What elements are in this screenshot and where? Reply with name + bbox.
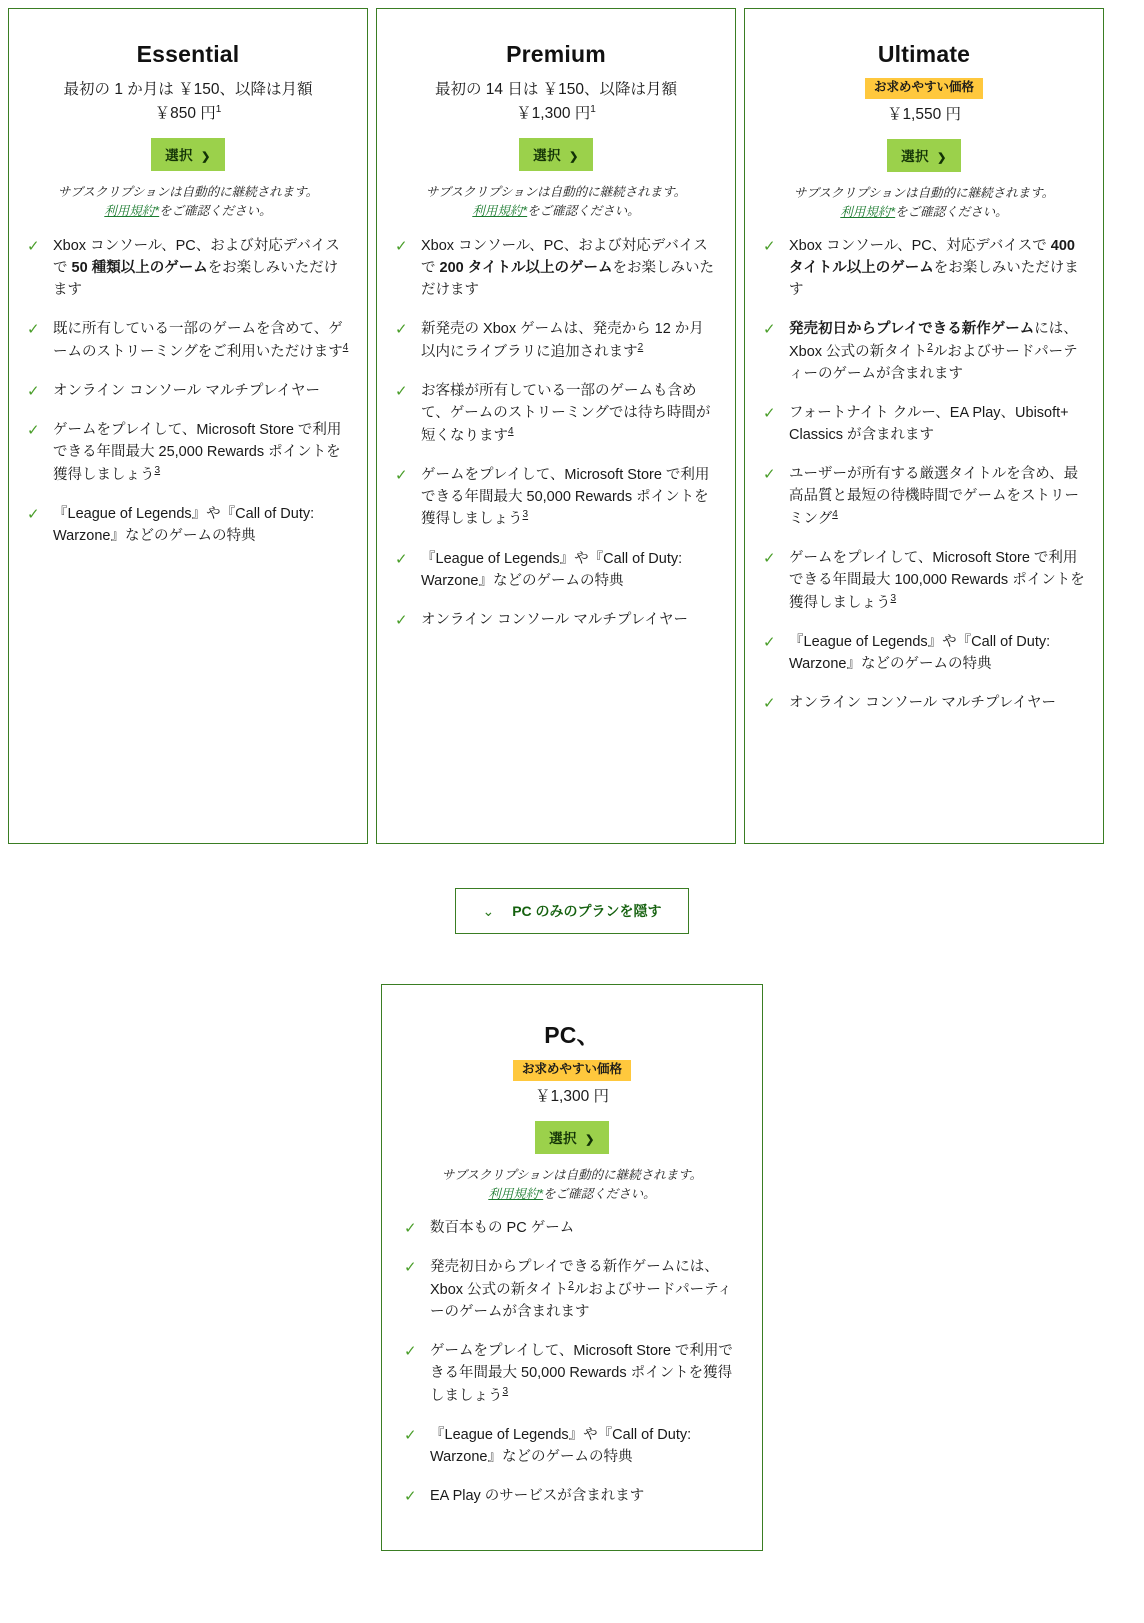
feature-list-essential — [27, 235, 349, 547]
autorenew-notice — [27, 183, 349, 221]
feature-text: 『League of Legends』や『Call of Duty: Warzone』などのゲームの特典 — [789, 634, 1051, 673]
terms-link[interactable]: 利用規約* — [472, 203, 528, 218]
toggle-row — [0, 888, 1144, 934]
check-icon: ✓ — [763, 321, 776, 339]
feature-text: 『League of Legends』や『Call of Duty: Warzone』などのゲームの特典 — [430, 1427, 692, 1466]
feature-text: 既に所有している一部のゲームを含めて、ゲームのストリーミングをご利用いただけます$^4$ — [53, 320, 349, 360]
check-icon: ✓ — [404, 1488, 417, 1506]
feature-text: ゲームをプレイして、Microsoft Store で利用できる年間最大 25,000 Rewards ポイントを獲得しましょう$^3$ — [53, 421, 342, 483]
feature-text: 『League of Legends』や『Call of Duty: Warzone』などのゲームの特典 — [421, 550, 683, 589]
feature-text: Xbox コンソール、PC、対応デバイスで 400 タイトル以上のゲームをお楽しみいただけます — [789, 238, 1079, 299]
feature-text: ゲームをプレイして、Microsoft Store で利用できる年間最大 50,000 Rewards ポイントを獲得しましょう$^3$ — [430, 1343, 733, 1405]
terms-link[interactable]: 利用規約* — [840, 204, 896, 219]
feature-item — [27, 380, 349, 402]
select-button-essential[interactable] — [151, 138, 225, 171]
feature-text: フォートナイト クルー、EA Play、Ubisoft+ Classics が含まれます — [789, 405, 1069, 444]
plan-price-line2: ￥1,550 円 — [886, 105, 962, 123]
feature-item — [763, 547, 1085, 614]
chevron-right-icon: ❯ — [937, 151, 947, 164]
select-button-wrap — [404, 1121, 740, 1154]
badge-wrap — [404, 1060, 740, 1081]
autorenew-text-2: をご確認ください。 — [895, 204, 1008, 219]
select-button-label: 選択 — [533, 148, 562, 164]
feature-text: 発売初日からプレイできる新作ゲームには、Xbox 公式の新タイト$^2$ルおよびサードパーティーのゲームが含まれます — [430, 1259, 732, 1321]
select-button-pc[interactable] — [535, 1121, 609, 1154]
best-value-badge: お求めやすい価格 — [865, 78, 983, 99]
feature-text: 新発売の Xbox ゲームは、発売から 12 か月以内にライブラリに追加されます$^2$ — [421, 320, 704, 360]
check-icon: ✓ — [763, 405, 776, 423]
check-icon: ✓ — [27, 237, 40, 255]
feature-item — [27, 503, 349, 547]
feature-text: 発売初日からプレイできる新作ゲームには、Xbox 公式の新タイト$^2$ルおよびサードパーティーのゲームが含まれます — [789, 321, 1078, 383]
feature-text: 『League of Legends』や『Call of Duty: Warzone』などのゲームの特典 — [53, 505, 315, 544]
feature-item — [404, 1340, 740, 1407]
pc-plan-row — [0, 984, 1144, 1551]
autorenew-text: サブスクリプションは自動的に継続されます。 — [793, 185, 1055, 200]
plan-card-pc — [381, 984, 763, 1551]
plan-price — [401, 78, 711, 126]
check-icon: ✓ — [404, 1220, 417, 1238]
check-icon: ✓ — [404, 1259, 417, 1277]
best-value-badge: お求めやすい価格 — [513, 1060, 631, 1081]
feature-item — [27, 318, 349, 363]
autorenew-text-2: をご確認ください。 — [159, 203, 272, 218]
feature-text: Xbox コンソール、PC、および対応デバイスで 50 種類以上のゲームをお楽しみいただけます — [53, 237, 340, 298]
check-icon: ✓ — [404, 1427, 417, 1445]
feature-item — [404, 1217, 740, 1239]
select-button-label: 選択 — [901, 148, 930, 164]
plan-title: Ultimate — [877, 41, 971, 67]
feature-text: お客様が所有している一部のゲームも含めて、ゲームのストリーミングでは待ち時間が短くなります$^4$ — [421, 382, 711, 444]
plan-price-line2: ￥1,300 円 — [516, 105, 591, 123]
chevron-right-icon: ❯ — [585, 1133, 595, 1146]
feature-text: ユーザーが所有する厳選タイトルを含め、最高品質と最短の待機時間でゲームをストリーミング$^4$ — [789, 466, 1079, 528]
autorenew-notice — [395, 183, 717, 221]
plan-price — [410, 1085, 734, 1109]
chevron-right-icon: ❯ — [201, 151, 211, 164]
autorenew-text: サブスクリプションは自動的に継続されます。 — [57, 185, 319, 200]
plan-price-line1: 最初の 1 か月は ￥150、以降は月額 — [63, 81, 313, 98]
feature-text: Xbox コンソール、PC、および対応デバイスで 200 タイトル以上のゲームをお楽しみいただけます — [421, 237, 714, 298]
chevron-down-icon: ⌄ — [482, 902, 495, 919]
feature-text: ゲームをプレイして、Microsoft Store で利用できる年間最大 100,000 Rewards ポイントを獲得しましょう$^3$ — [789, 550, 1085, 612]
check-icon: ✓ — [27, 320, 40, 338]
feature-text: オンライン コンソール マルチプレイヤー — [789, 695, 1057, 712]
feature-item — [763, 318, 1085, 385]
feature-item — [763, 692, 1085, 714]
check-icon: ✓ — [763, 634, 776, 652]
feature-list-ultimate — [763, 235, 1085, 714]
feature-item — [27, 235, 349, 301]
feature-item — [395, 609, 717, 631]
check-icon: ✓ — [763, 695, 776, 713]
feature-text: EA Play のサービスが含まれます — [430, 1488, 645, 1505]
autorenew-text: サブスクリプションは自動的に継続されます。 — [425, 185, 687, 200]
plan-title: PC、 — [544, 1022, 600, 1048]
feature-item — [404, 1256, 740, 1323]
feature-item — [395, 548, 717, 592]
plan-price-footnote: 1 — [590, 104, 596, 116]
autorenew-text: サブスクリプションは自動的に継続されます。 — [441, 1167, 703, 1182]
autorenew-notice — [763, 184, 1085, 222]
select-button-premium[interactable] — [519, 138, 593, 171]
select-button-wrap — [27, 138, 349, 171]
feature-item — [395, 318, 717, 363]
feature-text: オンライン コンソール マルチプレイヤー — [53, 382, 321, 399]
plan-title: Premium — [506, 41, 606, 67]
feature-item — [404, 1424, 740, 1468]
select-button-wrap — [763, 139, 1085, 172]
feature-item — [763, 402, 1085, 446]
plan-price — [769, 103, 1079, 127]
check-icon: ✓ — [395, 382, 408, 400]
feature-item — [763, 631, 1085, 675]
feature-text: ゲームをプレイして、Microsoft Store で利用できる年間最大 50,000 Rewards ポイントを獲得しましょう$^3$ — [421, 466, 710, 528]
hide-pc-plans-label: PC のみのプランを隠す — [512, 903, 662, 919]
feature-item — [395, 464, 717, 531]
feature-list-premium — [395, 235, 717, 631]
check-icon: ✓ — [27, 382, 40, 400]
plan-price — [33, 78, 343, 126]
terms-link[interactable]: 利用規約* — [488, 1186, 544, 1201]
terms-link[interactable]: 利用規約* — [104, 203, 160, 218]
feature-item — [27, 419, 349, 486]
select-button-ultimate[interactable] — [887, 139, 961, 172]
autorenew-notice — [404, 1166, 740, 1204]
feature-item — [763, 463, 1085, 530]
check-icon: ✓ — [395, 550, 408, 568]
select-button-wrap — [395, 138, 717, 171]
check-icon: ✓ — [763, 238, 776, 256]
feature-item — [404, 1485, 740, 1507]
check-icon: ✓ — [763, 466, 776, 484]
check-icon: ✓ — [763, 550, 776, 568]
hide-pc-plans-button[interactable] — [455, 888, 688, 934]
plan-price-footnote: 1 — [215, 104, 222, 116]
check-icon: ✓ — [404, 1343, 417, 1361]
feature-list-pc — [404, 1217, 740, 1507]
plan-price-line2: ￥1,300 円 — [534, 1087, 610, 1105]
autorenew-text-2: をご確認ください。 — [543, 1186, 656, 1201]
badge-wrap — [763, 78, 1085, 99]
feature-item — [763, 235, 1085, 301]
select-button-label: 選択 — [165, 148, 194, 164]
check-icon: ✓ — [395, 237, 408, 255]
feature-text: オンライン コンソール マルチプレイヤー — [421, 611, 689, 628]
check-icon: ✓ — [27, 505, 40, 523]
check-icon: ✓ — [395, 611, 408, 629]
select-button-label: 選択 — [549, 1130, 578, 1146]
chevron-right-icon: ❯ — [569, 151, 579, 164]
plan-price-line2: ￥850 円 — [154, 105, 216, 123]
feature-text: 数百本もの PC ゲーム — [430, 1220, 575, 1237]
check-icon: ✓ — [395, 320, 408, 338]
plan-card-essential — [8, 8, 368, 844]
plan-card-ultimate — [744, 8, 1104, 844]
plan-card-premium — [376, 8, 736, 844]
plan-price-line1: 最初の 14 日は ￥150、以降は月額 — [434, 81, 678, 98]
autorenew-text-2: をご確認ください。 — [527, 203, 640, 218]
feature-item — [395, 235, 717, 301]
check-icon: ✓ — [27, 421, 40, 439]
feature-item — [395, 380, 717, 447]
plan-title: Essential — [136, 41, 240, 67]
check-icon: ✓ — [395, 466, 408, 484]
